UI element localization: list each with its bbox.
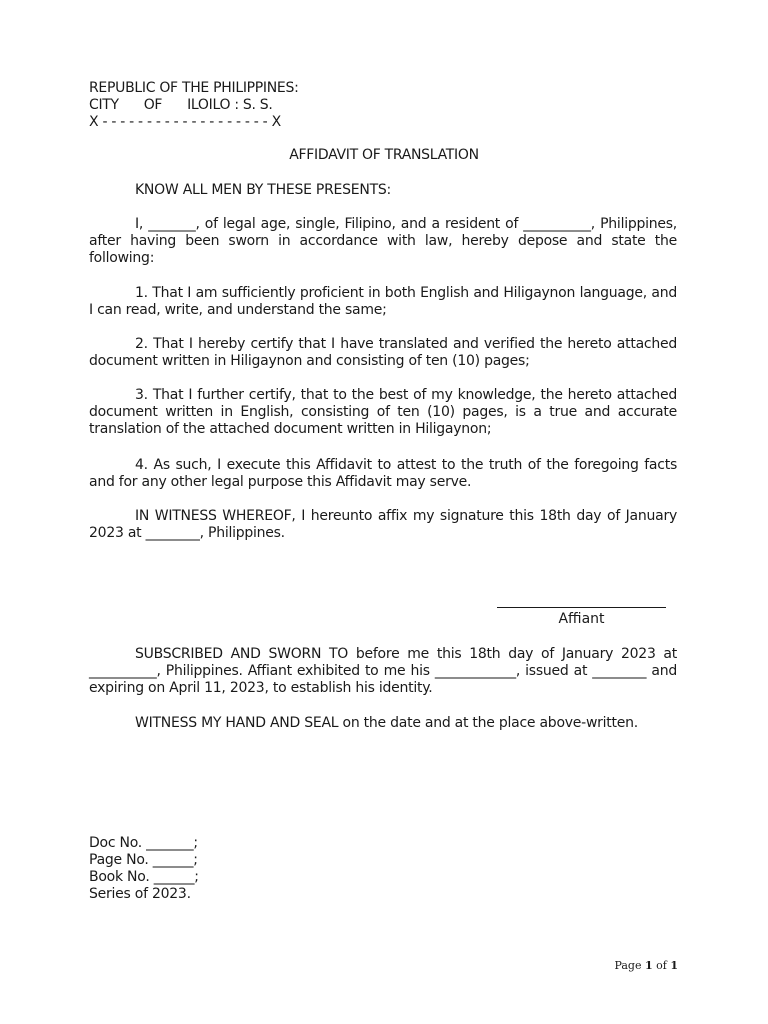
header-city: CITY OF ILOILO : S. S. — [89, 97, 273, 113]
witness-hand-seal-text: WITNESS MY HAND AND SEAL on the date and at the place above-written. — [135, 715, 638, 731]
purpose-text: 4. As such, I execute this Affidavit to attest to the truth of the foregoing facts and for any other legal purpose this Affidavit may serve. — [89, 457, 677, 490]
witness-hand-seal-paragraph — [89, 715, 677, 732]
book-number: Book No. ______; — [89, 869, 199, 885]
translation-certify-paragraph — [89, 336, 677, 370]
header-separator: X - - - - - - - - - - - - - - - - - - - X — [89, 114, 281, 130]
footer-page-word: Page — [614, 959, 642, 972]
document-title: AFFIDAVIT OF TRANSLATION — [289, 147, 479, 163]
venue-header — [89, 80, 298, 131]
affiant-statement-paragraph — [89, 216, 677, 267]
affiant-statement-text: I, _______, of legal age, single, Filipino, and a resident of __________, Philippines, after having been sworn in accordance with law, hereby depose and state the following: — [89, 216, 677, 266]
proficiency-text: 1. That I am sufficiently proficient in both English and Hiligaynon language, and I can read, write, and understand the same; — [89, 285, 677, 318]
witness-whereof-text: IN WITNESS WHEREOF, I hereunto affix my signature this 18th day of January 2023 at ________, Philippines. — [89, 508, 677, 541]
footer-of-word: of — [656, 959, 667, 972]
translation-certify-text: 2. That I hereby certify that I have translated and verified the hereto attached document written in Hiligaynon and consisting of ten (10) pages; — [89, 336, 677, 369]
accuracy-certify-paragraph — [89, 387, 677, 438]
page-footer — [614, 959, 678, 972]
accuracy-certify-text: 3. That I further certify, that to the best of my knowledge, the hereto attached document written in English, consisting of ten (10) pages, is a true and accurate translation of the attached document written in Hiligaynon; — [89, 387, 677, 437]
signature-line — [497, 607, 666, 608]
proficiency-paragraph — [89, 285, 677, 319]
purpose-paragraph — [89, 457, 677, 491]
page-number: Page No. ______; — [89, 852, 198, 868]
intro-paragraph — [89, 182, 677, 199]
jurat-paragraph — [89, 646, 677, 697]
intro-text: KNOW ALL MEN BY THESE PRESENTS: — [135, 182, 392, 198]
jurat-text: SUBSCRIBED AND SWORN TO before me this 18th day of January 2023 at __________, Philippines. Affiant exhibited to me his ____________, issued at ________ and expiring on April 11, 2023, to establish his identity. — [89, 646, 677, 696]
header-republic: REPUBLIC OF THE PHILIPPINES: — [89, 80, 299, 96]
series-year: Series of 2023. — [89, 886, 191, 902]
witness-whereof-paragraph — [89, 508, 677, 542]
affiant-label: Affiant — [558, 611, 605, 627]
doc-number: Doc No. _______; — [89, 835, 198, 851]
footer-page-number: 1 — [644, 959, 653, 972]
notarial-register-block — [89, 835, 199, 903]
footer-page-total: 1 — [670, 959, 678, 972]
